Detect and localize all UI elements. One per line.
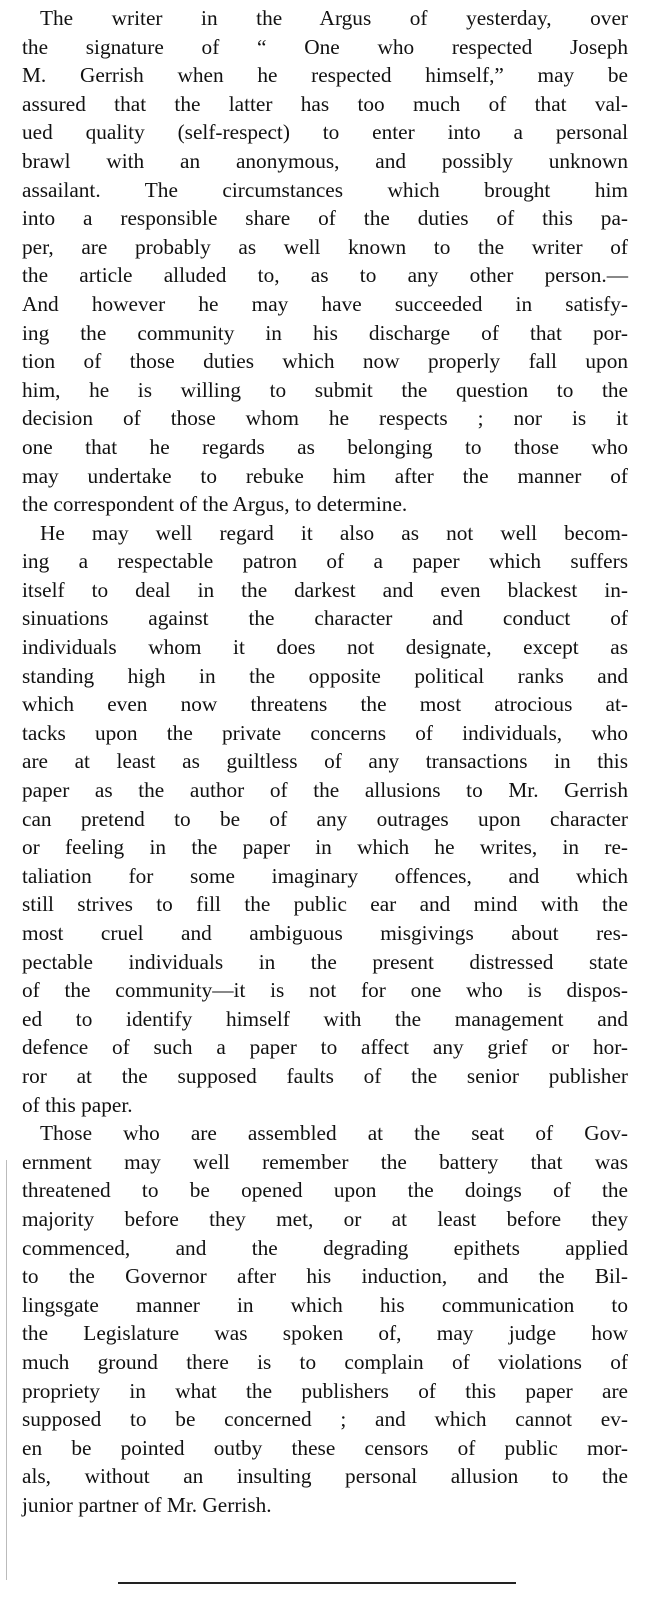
- text-line: of the community—it is not for one who is dispos-: [22, 978, 628, 1003]
- text-line: ernment may well remember the battery that was: [22, 1149, 628, 1174]
- text-line: The writer in the Argus of yesterday, over: [40, 6, 628, 30]
- text-line: into a responsible share of the duties of this pa-: [22, 206, 628, 231]
- text-line: assailant. The circumstances which brought him: [22, 177, 628, 202]
- text-line: itself to deal in the darkest and even blackest in-: [22, 577, 628, 602]
- text-line: can pretend to be of any outrages upon character: [22, 806, 628, 831]
- text-line: junior partner of Mr. Gerrish.: [22, 1492, 272, 1517]
- article-end-rule: [118, 1582, 516, 1584]
- text-line: defence of such a paper to affect any grief or hor-: [22, 1035, 628, 1060]
- paragraph-2: [22, 519, 628, 1119]
- text-line: of this paper.: [22, 1092, 133, 1117]
- text-line: the Legislature was spoken of, may judge how: [22, 1321, 628, 1346]
- text-line: or feeling in the paper in which he writes, in re-: [22, 835, 628, 860]
- text-line: Those who are assembled at the seat of Gov-: [40, 1121, 628, 1146]
- text-line: ror at the supposed faults of the senior publisher: [22, 1063, 628, 1088]
- text-line: commenced, and the degrading epithets applied: [22, 1235, 628, 1260]
- text-line: tion of those duties which now properly fall upon: [22, 349, 628, 374]
- text-line: threatened to be opened upon the doings of the: [22, 1178, 628, 1203]
- text-line: standing high in the opposite political ranks and: [22, 663, 628, 688]
- text-line: individuals whom it does not designate, except as: [22, 635, 628, 660]
- newspaper-article: [22, 0, 628, 1519]
- text-line: still strives to fill the public ear and mind with the: [22, 892, 628, 917]
- text-line: most cruel and ambiguous misgivings about res-: [22, 921, 628, 945]
- text-line: propriety in what the publishers of this paper are: [22, 1378, 628, 1403]
- text-line: him, he is willing to submit the question to the: [22, 377, 628, 402]
- text-line: And however he may have succeeded in satisfy-: [22, 291, 628, 316]
- text-line: en be pointed outby these censors of public mor-: [22, 1435, 628, 1460]
- text-line: majority before they met, or at least before they: [22, 1206, 628, 1231]
- text-line: much ground there is to complain of violations of: [22, 1349, 628, 1374]
- text-line: decision of those whom he respects ; nor is it: [22, 406, 628, 431]
- text-line: pectable individuals in the present distressed state: [22, 949, 628, 974]
- column-edge-mark: [6, 1160, 7, 1580]
- text-line: the signature of “ One who respected Joseph: [22, 34, 628, 59]
- text-line: He may well regard it also as not well becom-: [40, 520, 628, 545]
- text-line: sinuations against the character and conduct of: [22, 606, 628, 631]
- text-line: ing a respectable patron of a paper which suffers: [22, 549, 628, 574]
- text-line: M. Gerrish when he respected himself,” may be: [22, 63, 628, 88]
- text-line: the correspondent of the Argus, to determine.: [22, 492, 408, 517]
- text-line: may undertake to rebuke him after the manner of: [22, 463, 628, 488]
- text-line: ed to identify himself with the management and: [22, 1006, 628, 1031]
- text-line: lingsgate manner in which his communication to: [22, 1292, 628, 1317]
- text-line: als, without an insulting personal allusion to the: [22, 1464, 628, 1489]
- paragraph-1: [22, 4, 628, 519]
- text-line: per, are probably as well known to the writer of: [22, 234, 628, 259]
- text-line: to the Governor after his induction, and the Bil-: [22, 1264, 628, 1289]
- text-line: are at least as guiltless of any transactions in this: [22, 749, 628, 774]
- text-line: the article alluded to, as to any other person.—: [22, 263, 628, 288]
- text-line: one that he regards as belonging to those who: [22, 434, 628, 459]
- text-line: paper as the author of the allusions to Mr. Gerrish: [22, 778, 628, 803]
- text-line: which even now threatens the most atrocious at-: [22, 692, 628, 717]
- text-line: taliation for some imaginary offences, and which: [22, 863, 628, 888]
- text-line: tacks upon the private concerns of individuals, who: [22, 720, 628, 745]
- text-line: assured that the latter has too much of that val-: [22, 91, 628, 116]
- text-line: brawl with an anonymous, and possibly unknown: [22, 148, 628, 173]
- text-line: supposed to be concerned ; and which cannot ev-: [22, 1407, 628, 1432]
- paragraph-3: [22, 1119, 628, 1519]
- text-line: ued quality (self-respect) to enter into a personal: [22, 120, 628, 145]
- text-line: ing the community in his discharge of that por-: [22, 320, 628, 345]
